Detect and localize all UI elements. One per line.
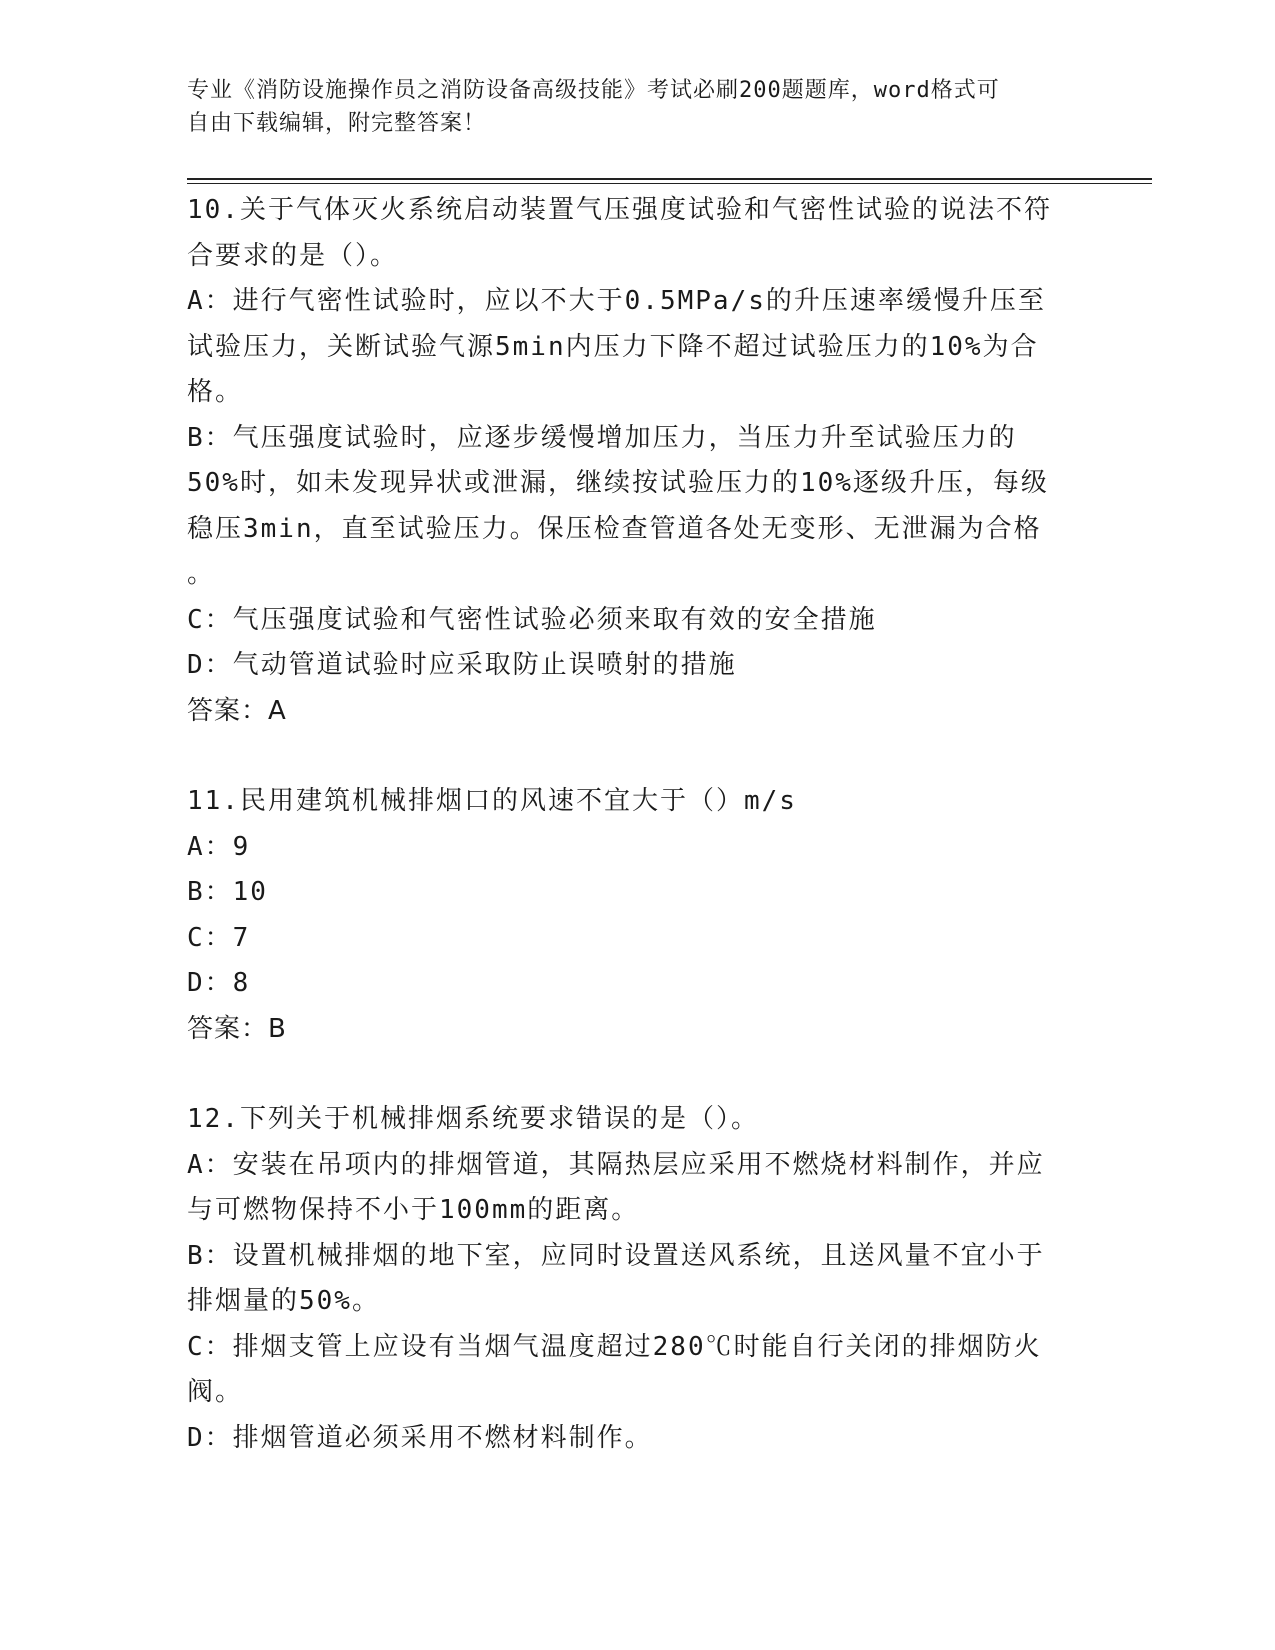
option-c (187, 916, 1087, 962)
option-line: 稳压3min，直至试验压力。保压检查管道各处无变形、无泄漏为合格 (187, 513, 1042, 544)
question-12 (187, 1097, 1087, 1461)
option-line: A：进行气密性试验时，应以不大于0.5MPa/s的升压速率缓慢升压至 (187, 286, 1046, 316)
question-stem (187, 1097, 1087, 1143)
question-stem (187, 779, 1087, 825)
question-10 (187, 188, 1087, 734)
option-a (187, 1143, 1087, 1234)
option-line: B：10 (187, 877, 268, 907)
option-line: 50%时，如未发现异状或泄漏，继续按试验压力的10%逐级升压，每级 (187, 468, 1049, 498)
header-line-2: 自由下载编辑，附完整答案！ (187, 111, 487, 136)
option-line: 格。 (187, 377, 244, 407)
option-line: 排烟量的50%。 (187, 1286, 380, 1316)
answer-line: 答案：A (187, 695, 287, 726)
option-line: 与可燃物保持不小于100mm的距离。 (187, 1195, 640, 1225)
option-a (187, 279, 1087, 416)
option-d (187, 1416, 1087, 1462)
option-line: B：气压强度试验时，应逐步缓慢增加压力，当压力升至试验压力的 (187, 422, 1017, 453)
stem-line: 10.关于气体灭火系统启动装置气压强度试验和气密性试验的说法不符 (187, 195, 1052, 225)
option-line: C：7 (187, 922, 251, 953)
option-line: C：排烟支管上应设有当烟气温度超过280℃时能自行关闭的排烟防火 (187, 1331, 1042, 1362)
header-rule-thin (187, 183, 1152, 184)
answer-line: 答案：B (187, 1013, 287, 1044)
option-line: C：气压强度试验和气密性试验必须来取有效的安全措施 (187, 604, 877, 635)
option-line: 阀。 (187, 1377, 244, 1407)
option-line: D：8 (187, 968, 251, 998)
option-b (187, 1234, 1087, 1325)
option-line: A：9 (187, 831, 251, 862)
option-b (187, 416, 1087, 598)
stem-line: 12.下列关于机械排烟系统要求错误的是（）。 (187, 1104, 759, 1134)
document-header (187, 74, 1067, 140)
stem-line: 11.民用建筑机械排烟口的风速不宜大于（）m/s (187, 786, 797, 816)
option-line: B：设置机械排烟的地下室，应同时设置送风系统，且送风量不宜小于 (187, 1240, 1045, 1271)
header-rule-thick (187, 178, 1152, 180)
option-d (187, 643, 1087, 689)
header-line-1: 专业《消防设施操作员之消防设备高级技能》考试必刷200题题库，word格式可 (187, 78, 1000, 103)
option-line: 。 (187, 559, 216, 589)
option-line: A：安装在吊项内的排烟管道，其隔热层应采用不燃烧材料制作，并应 (187, 1149, 1045, 1180)
option-b (187, 870, 1087, 916)
option-line: D：气动管道试验时应采取防止误喷射的措施 (187, 650, 737, 680)
option-d (187, 961, 1087, 1007)
option-a (187, 825, 1087, 871)
option-c (187, 1325, 1087, 1416)
question-list (187, 188, 1087, 1461)
stem-line: 合要求的是（）。 (187, 240, 399, 271)
question-stem (187, 188, 1087, 279)
question-11 (187, 779, 1087, 1052)
option-line: D：排烟管道必须采用不燃材料制作。 (187, 1422, 653, 1453)
option-c (187, 598, 1087, 644)
option-line: 试验压力，关断试验气源5min内压力下降不超过试验压力的10%为合 (187, 331, 1039, 362)
